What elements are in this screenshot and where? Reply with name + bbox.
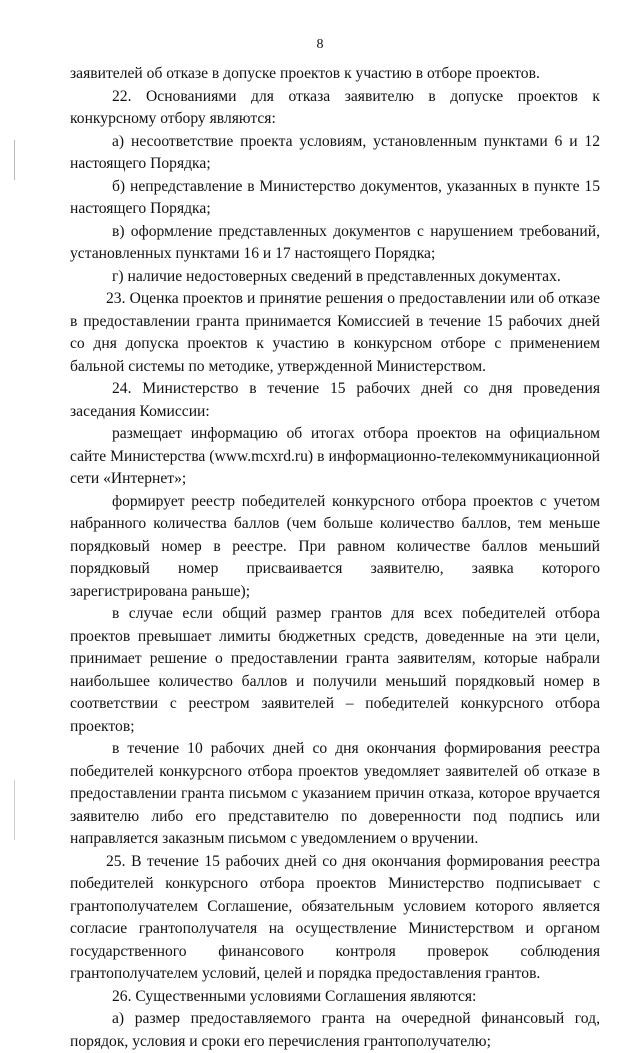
paragraph-24-item-1: размещает информацию об итогах отбора проектов на официальном сайте Министерства (www.mcxrd.ru) в информационно-телекоммуникационной сети «Интернет»;	[70, 425, 600, 487]
paragraph-24-item-2: формирует реестр победителей конкурсного отбора проектов с учетом набранного количества баллов (чем больше количество баллов, тем меньше порядковый номер в реестре. При равном количестве баллов меньший порядковый номер присваивается заявителю, заявка которого зарегистрирована раньше);	[70, 492, 600, 600]
scan-artifact	[14, 780, 15, 840]
paragraph-25: 25. В течение 15 рабочих дней со дня окончания формирования реестра победителей конкурсного отбора проектов Министерство подписывает с грантополучателем Соглашение, обязательным условием которого является согласие грантополучателя на осуществление Министерством и органом государственного финансового контроля проверок соблюдения грантополучателем условий, целей и порядка предоставления грантов.	[70, 852, 600, 982]
paragraph-22b: б) непредставление в Министерство документов, указанных в пункте 15 настоящего Порядка;	[70, 177, 600, 217]
paragraph-22a: а) несоответствие проекта условиям, установленным пунктами 6 и 12 настоящего Порядка;	[70, 132, 600, 172]
paragraph-22: 22. Основаниями для отказа заявителю в допуске проектов к конкурсному отбору являются:	[70, 87, 600, 127]
paragraph-24-item-3: в случае если общий размер грантов для всех победителей отбора проектов превышает лимиты бюджетных средств, доведенные на эти цели, принимает решение о предоставлении гранта заявителям, которые набрали наибольшее количество баллов и получили меньший порядковый номер в соответствии с реестром заявителей – победителей конкурсного отбора проектов;	[70, 605, 600, 735]
paragraph-22g: г) наличие недостоверных сведений в представленных документах.	[112, 267, 561, 285]
paragraph-26: 26. Существенными условиями Соглашения являются:	[112, 987, 477, 1005]
paragraph-24: 24. Министерство в течение 15 рабочих дней со дня проведения заседания Комиссии:	[70, 380, 600, 420]
paragraph-26a: а) размер предоставляемого гранта на очередной финансовый год, порядок, условия и сроки его перечисления грантополучателю;	[70, 1010, 600, 1050]
paragraph-22v: в) оформление представленных документов с нарушением требований, установленных пунктами 16 и 17 настоящего Порядка;	[70, 222, 600, 262]
scan-artifact	[14, 140, 15, 180]
paragraph-24-item-4: в течение 10 рабочих дней со дня окончания формирования реестра победителей конкурсного отбора проектов уведомляет заявителей об отказе в предоставлении гранта письмом с указанием причин отказа, которое вручается заявителю либо его представителю по доверенности под подпись или направляется заказным письмом с уведомлением о вручении.	[70, 740, 600, 847]
paragraph-continuation: заявителей об отказе в допуске проектов к участию в отборе проектов.	[70, 65, 540, 82]
page-number: 8	[316, 37, 324, 52]
paragraph-23: 23. Оценка проектов и принятие решения о предоставлении или об отказе в предоставлении гранта принимается Комиссией в течение 15 рабочих дней со дня допуска проектов к участию в конкурсном отборе с применением бальной системы по методике, утвержденной Министерством.	[70, 290, 600, 375]
